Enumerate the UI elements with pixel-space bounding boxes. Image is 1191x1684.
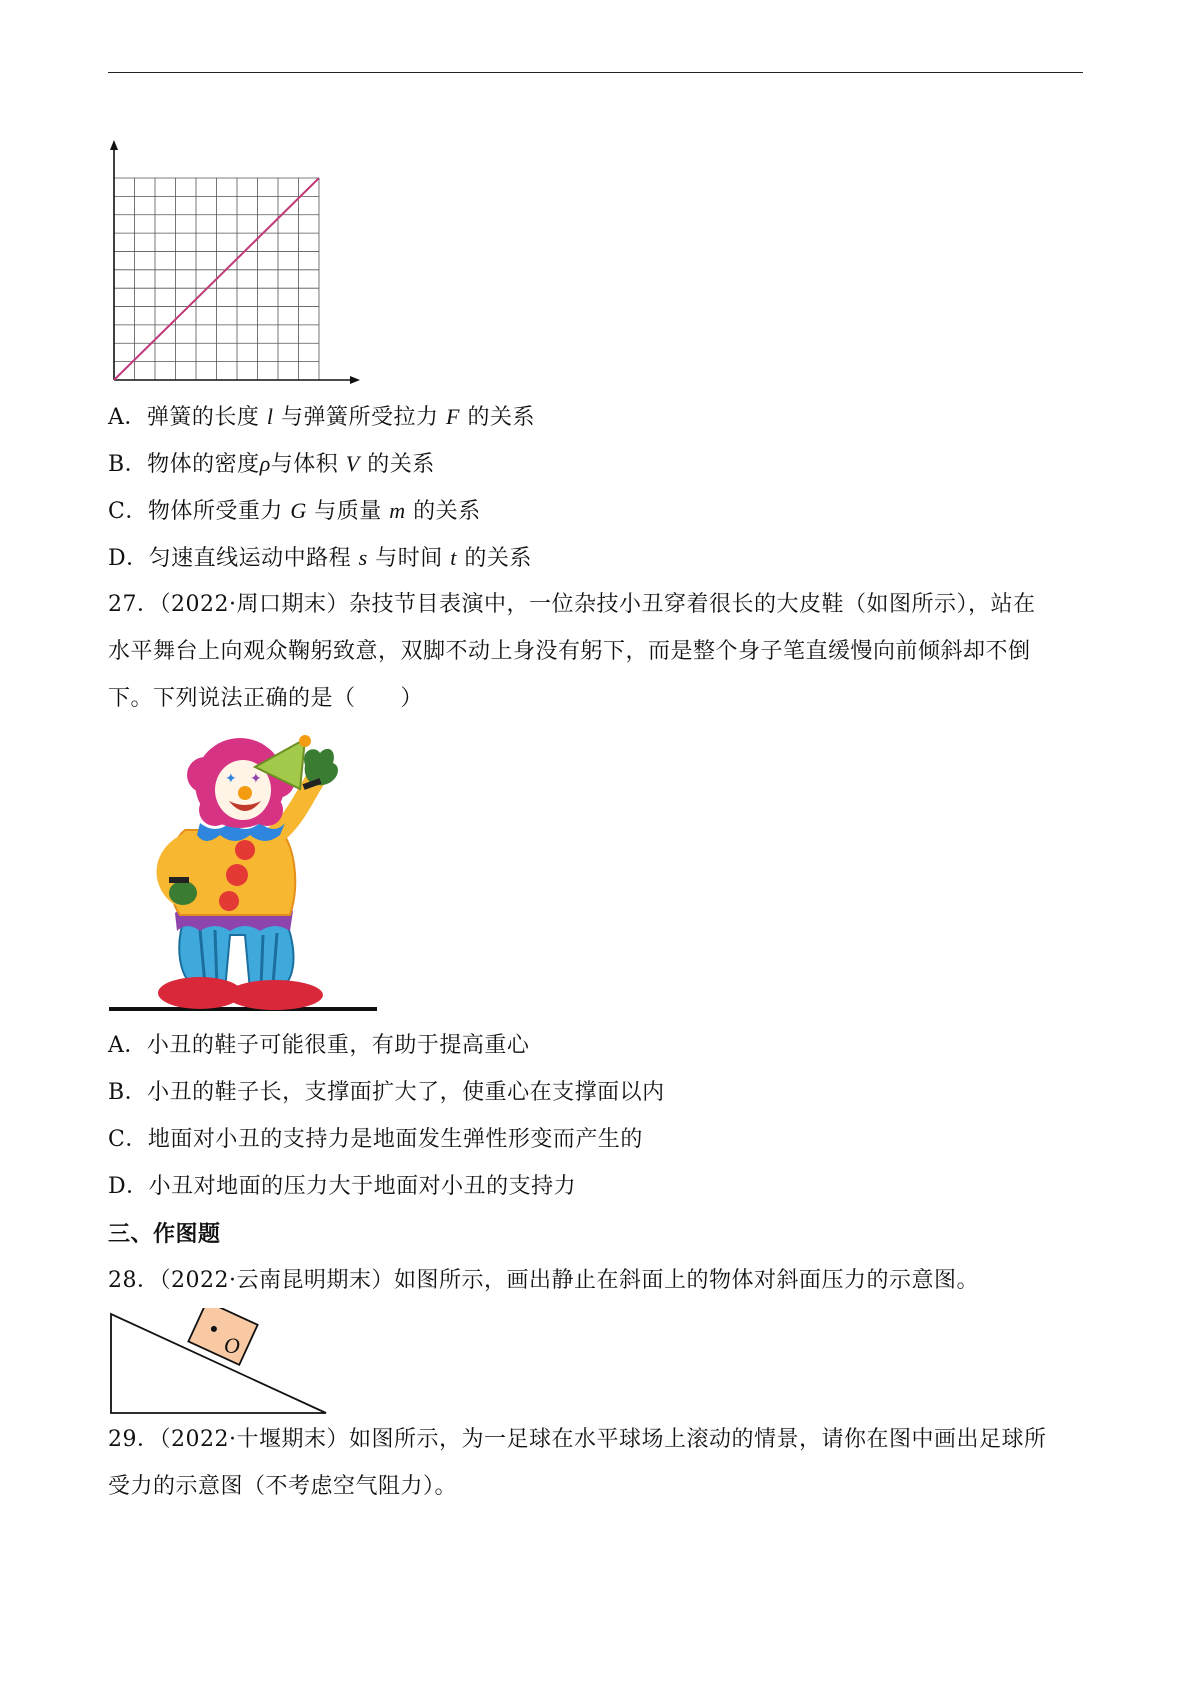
q27-stem-line3: 下。下列说法正确的是（ ）	[108, 686, 424, 711]
clown-button-1	[235, 840, 255, 860]
q27-option-a[interactable]: A．小丑的鞋子可能很重，有助于提高重心	[108, 1033, 530, 1058]
clown-illustration	[105, 735, 385, 1015]
clown-right-eye: ✦	[250, 771, 262, 787]
section-3-title: 三、作图题	[108, 1221, 221, 1247]
point-o-label: O	[224, 1333, 240, 1358]
clown-left-glove	[169, 881, 197, 905]
clown-button-2	[226, 864, 248, 886]
q27-option-b[interactable]: B．小丑的鞋子长，支撑面扩大了，使重心在支撑面以内	[108, 1080, 665, 1105]
q26-option-d[interactable]: D．匀速直线运动中路程 s 与时间 t 的关系	[108, 545, 532, 571]
q26-option-a[interactable]: A．弹簧的长度 l 与弹簧所受拉力 F 的关系	[108, 404, 535, 430]
clown-right-shoe	[227, 980, 323, 1010]
header-rule	[108, 72, 1083, 73]
clown-hat-pompom	[299, 735, 311, 747]
q27-stem-line2: 水平舞台上向观众鞠躬致意，双脚不动上身没有躬下，而是整个身子笔直缓慢向前倾斜却不倒	[108, 639, 1031, 664]
q29-stem-line2: 受力的示意图（不考虑空气阻力）。	[108, 1474, 458, 1499]
clown-button-3	[219, 891, 239, 911]
x-axis-arrow	[350, 376, 360, 384]
q26-option-b[interactable]: B．物体的密度ρ与体积 V 的关系	[108, 451, 435, 477]
q28-stem: 28．（2022·云南昆明期末）如图所示，画出静止在斜面上的物体对斜面压力的示意图。	[108, 1268, 979, 1293]
q29-stem-line1: 29．（2022·十堰期末）如图所示，为一足球在水平球场上滚动的情景，请你在图中画出足球所	[108, 1427, 1047, 1452]
q26-option-c[interactable]: C．物体所受重力 G 与质量 m 的关系	[108, 498, 481, 524]
q27-stem-line1: 27．（2022·周口期末）杂技节目表演中，一位杂技小丑穿着很长的大皮鞋（如图所示），站在	[108, 592, 1036, 617]
clown-right-glove	[304, 749, 338, 785]
q27-option-c[interactable]: C．地面对小丑的支持力是地面发生弹性形变而产生的	[108, 1127, 643, 1152]
q28-incline-figure	[108, 1308, 338, 1418]
y-axis-arrow	[110, 140, 118, 150]
q26-linear-graph	[100, 140, 360, 390]
q27-option-d[interactable]: D．小丑对地面的压力大于地面对小丑的支持力	[108, 1174, 577, 1199]
clown-nose	[238, 786, 252, 800]
clown-left-eye: ✦	[225, 771, 237, 787]
